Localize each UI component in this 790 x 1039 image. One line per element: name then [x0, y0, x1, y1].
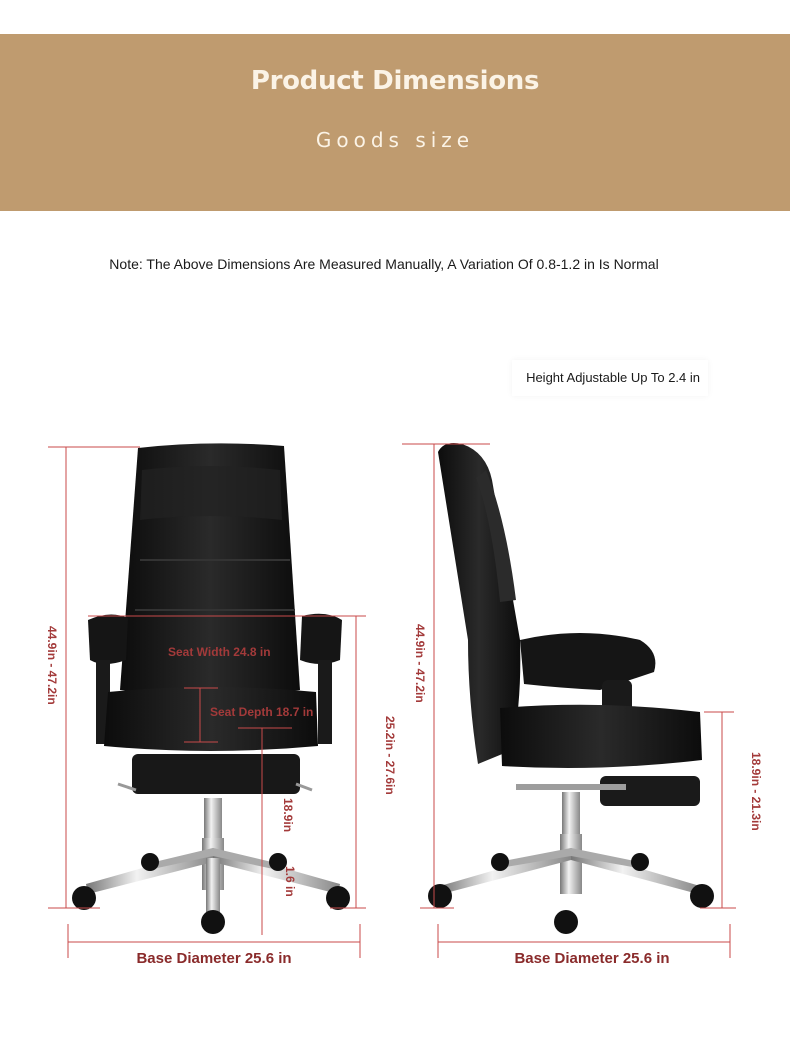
- front-chair-illustration: [72, 443, 350, 934]
- side-chair-illustration: [428, 443, 714, 934]
- page-subtitle: Goods size: [315, 128, 475, 152]
- side-base-diameter-label: Base Diameter 25.6 in: [514, 950, 670, 967]
- front-total-height-label: 44.9in - 47.2in: [45, 626, 59, 705]
- side-total-height-label: 44.9in - 47.2in: [413, 624, 427, 703]
- seat-depth-label: Seat Depth 18.7 in: [210, 705, 314, 719]
- measurement-note: Note: The Above Dimensions Are Measured Manually, A Variation Of 0.8-1.2 in Is Normal: [109, 256, 659, 272]
- side-seat-height-label: 18.9in - 21.3in: [749, 752, 763, 831]
- arm-height-label: 25.2in - 27.6in: [383, 716, 397, 795]
- page-title: Product Dimensions: [250, 66, 540, 96]
- height-adjustable-note: Height Adjustable Up To 2.4 in: [512, 360, 708, 396]
- footrest-gap-label: 1.6 in: [283, 866, 297, 897]
- front-seat-height-label: 18.9in: [281, 798, 295, 833]
- front-base-diameter-label: Base Diameter 25.6 in: [136, 950, 292, 967]
- seat-width-label: Seat Width 24.8 in: [168, 645, 271, 659]
